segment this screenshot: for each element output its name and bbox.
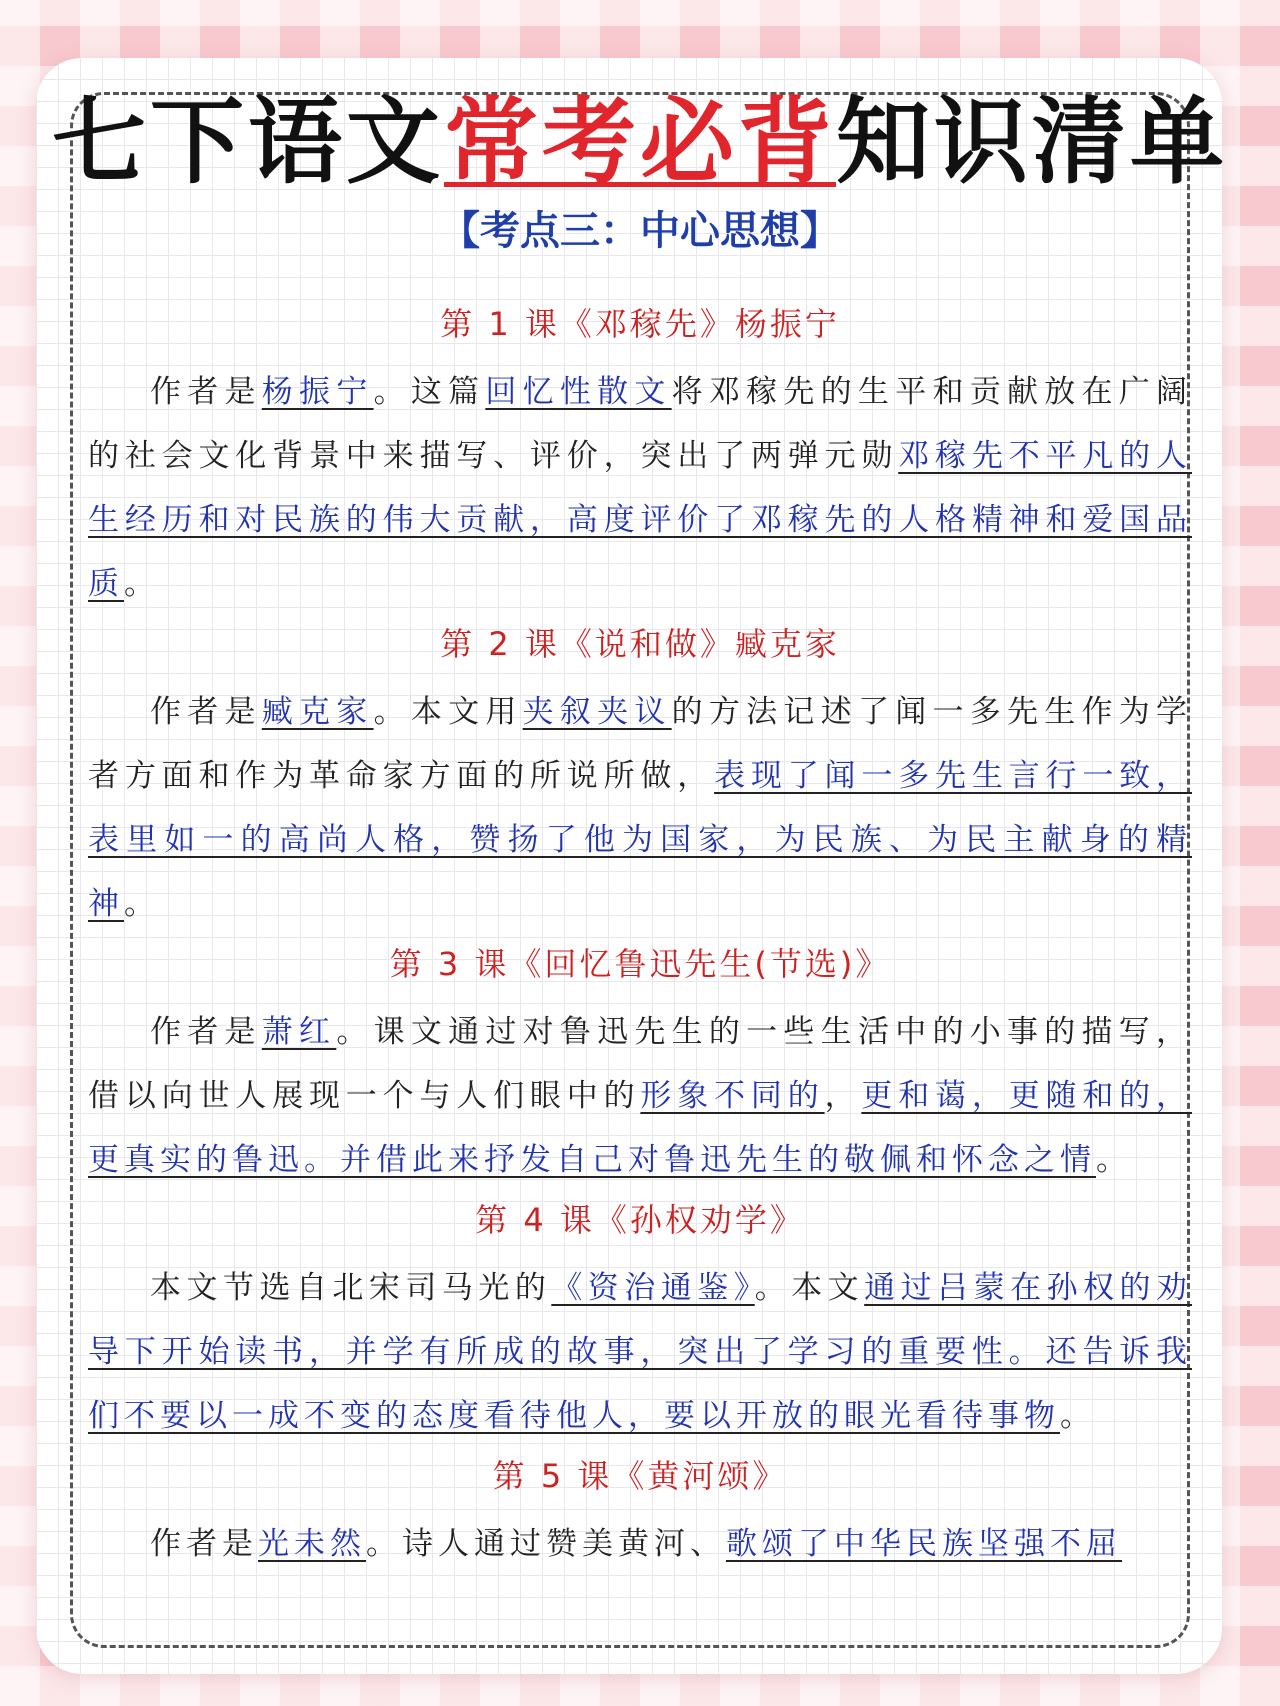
- key-phrase: 杨振宁: [261, 374, 374, 410]
- text-run: 作者是: [150, 374, 262, 410]
- text-run: 。本文: [754, 1270, 865, 1306]
- text-run: 将邓稼先的生平和贡献放在广阔的社会文化背景中来描写、评价，突出了两弹元勋: [88, 374, 1193, 474]
- key-phrase: 萧红: [261, 1014, 337, 1050]
- lesson-5-heading: 第 5 课《黄河颂》: [492, 1457, 788, 1495]
- text-run: 。这篇: [373, 374, 486, 410]
- text-run: 作者是: [150, 694, 262, 730]
- lesson-3-heading: 第 3 课《回忆鲁迅先生(节选)》: [389, 945, 891, 983]
- lesson-2-heading: 第 2 课《说和做》臧克家: [440, 625, 840, 663]
- key-phrase: 歌颂了中华民族坚强不屈: [726, 1526, 1122, 1562]
- text-run: 的方法记述了闻一多先生作为学者方面和作为革命家方面的所说所做，: [88, 694, 1193, 794]
- title-highlight: 常考必背: [443, 88, 836, 197]
- page-title: [0, 88, 1280, 198]
- text-run: 作者是: [150, 1014, 262, 1050]
- text-run: 。: [124, 886, 160, 922]
- key-phrase: 更和蔼，更随和的，更真实的鲁迅。并借此来抒发自己对鲁迅先生的敬佩和怀念之情: [88, 1078, 1193, 1178]
- lesson-2-summary: [88, 680, 1192, 936]
- key-phrase: 回忆性散文: [485, 374, 672, 410]
- section-subtitle: 【考点三：中心思想】: [440, 208, 840, 254]
- lesson-4-heading: 第 4 课《孙权劝学》: [475, 1201, 805, 1239]
- key-phrase: 通过吕蒙在孙权的劝导下开始读书，并学有所成的故事，突出了学习的重要性。还告诉我们不要以一成不变的态度看待他人，要以开放的眼光看待事物: [88, 1270, 1193, 1434]
- title-post: 知识清单: [836, 88, 1229, 197]
- lesson-1-summary: [88, 360, 1192, 616]
- key-phrase: 形象不同的: [640, 1078, 825, 1114]
- key-phrase: 《资治通鉴》: [551, 1270, 755, 1306]
- text-run: 。: [1060, 1398, 1096, 1434]
- key-phrase: 邓稼先不平凡的人生经历和对民族的伟大贡献，高度评价了邓稼先的人格精神和爱国品质: [88, 438, 1193, 602]
- key-phrase: 光未然: [258, 1526, 366, 1562]
- text-run: ，: [824, 1078, 862, 1114]
- text-run: 。: [1096, 1142, 1132, 1178]
- key-phrase: 表现了闻一多先生言行一致，表里如一的高尚人格，赞扬了他为国家，为民族、为民主献身的精神: [88, 758, 1193, 922]
- lesson-3-summary: [88, 1000, 1192, 1192]
- lesson-5-summary: [88, 1512, 1192, 1576]
- text-run: 。: [124, 566, 160, 602]
- text-run: 本文节选自北宋司马光的: [150, 1270, 552, 1306]
- text-run: 。诗人通过赞美黄河、: [366, 1526, 726, 1562]
- key-phrase: 夹叙夹议: [522, 694, 672, 730]
- text-run: 。课文通过对鲁迅先生的一些生活中的小事的描写，借以向世人展现一个与人们眼中的: [88, 1014, 1193, 1114]
- key-phrase: 臧克家: [261, 694, 374, 730]
- lesson-4-summary: [88, 1256, 1192, 1448]
- title-pre: 七下语文: [51, 88, 444, 197]
- lesson-1-heading: 第 1 课《邓稼先》杨振宁: [440, 305, 840, 343]
- text-run: 作者是: [150, 1526, 258, 1562]
- text-run: 。本文用: [373, 694, 523, 730]
- lesson-list: [88, 298, 1192, 1578]
